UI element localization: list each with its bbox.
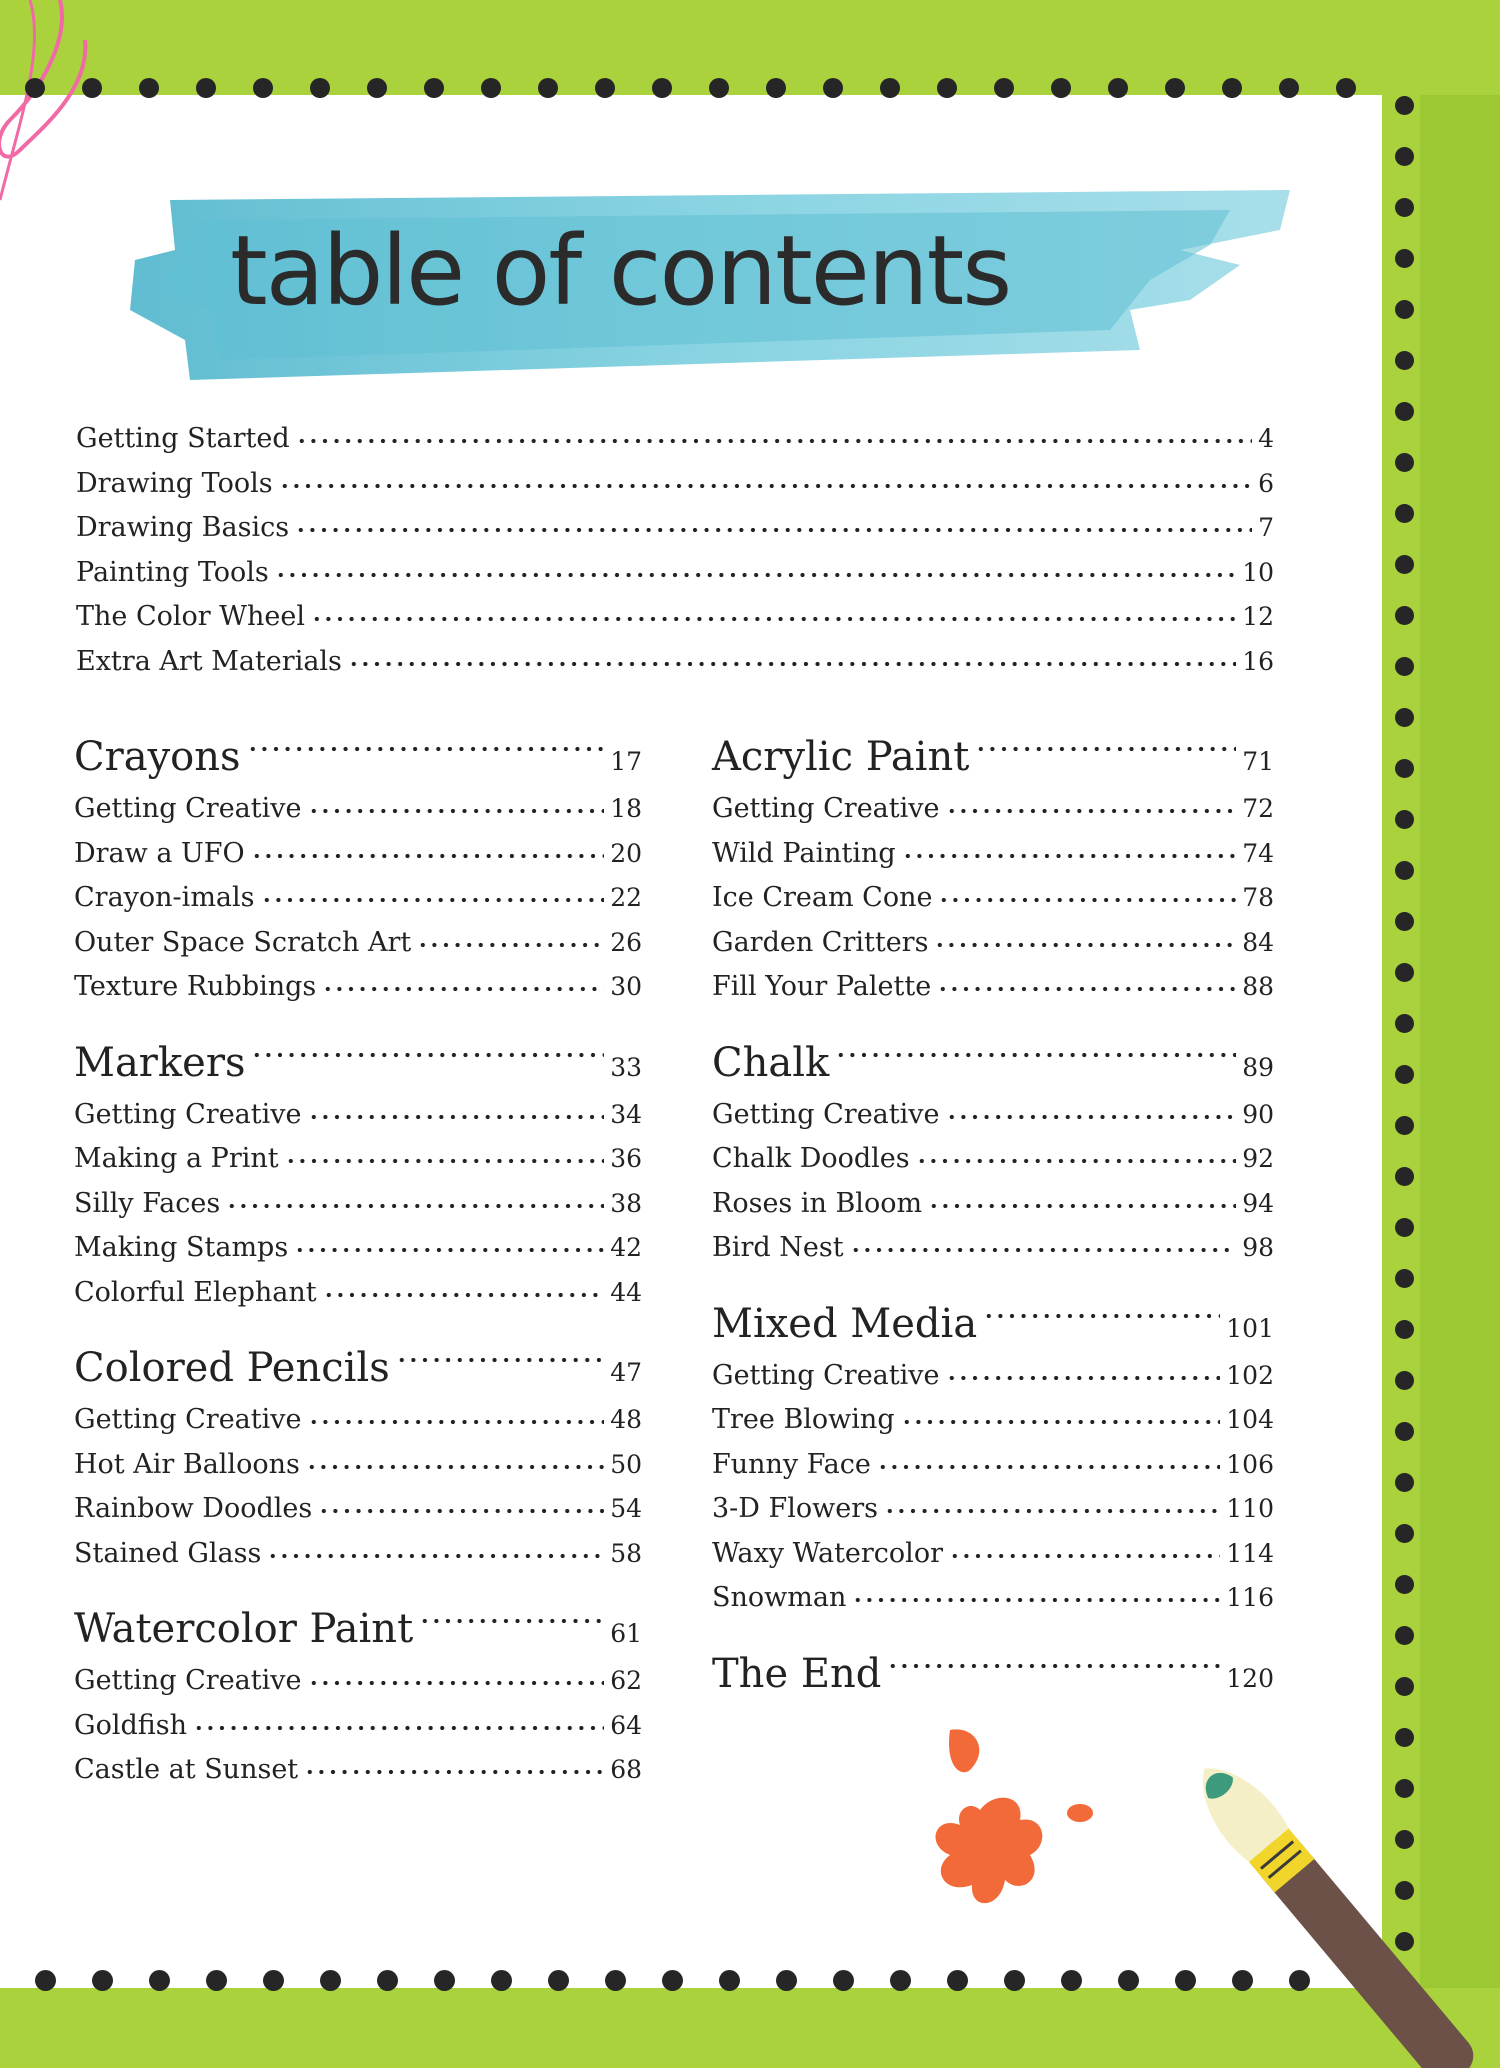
- dot-leader: [193, 1709, 604, 1736]
- dot-leader: [902, 837, 1237, 864]
- section-heading: Acrylic Paint: [712, 734, 970, 780]
- page-number: 4: [1258, 424, 1274, 453]
- border-dot: [253, 78, 273, 98]
- entry-label: Getting Creative: [74, 1098, 302, 1130]
- page-number: 92: [1242, 1144, 1274, 1173]
- border-dot: [1395, 351, 1414, 370]
- border-dot: [1395, 708, 1414, 727]
- entry-label: Outer Space Scratch Art: [74, 926, 412, 958]
- border-dot: [538, 78, 558, 98]
- border-dot: [1395, 249, 1414, 268]
- toc-entry: [76, 643, 1274, 688]
- border-dot: [1061, 1970, 1082, 1991]
- page-number: 54: [610, 1494, 642, 1523]
- section-heading: Mixed Media: [712, 1300, 978, 1347]
- border-dot: [1395, 453, 1414, 472]
- border-dot: [1395, 1524, 1414, 1543]
- toc-section-heading: [712, 1036, 1274, 1096]
- border-dot: [880, 78, 900, 98]
- section-heading: Colored Pencils: [74, 1345, 390, 1391]
- entry-label: Getting Creative: [712, 1098, 940, 1130]
- border-dot: [82, 78, 102, 98]
- border-dot: [367, 78, 387, 98]
- dot-leader: [850, 1231, 1237, 1258]
- dot-leader: [279, 467, 1253, 494]
- dot-leader: [308, 1664, 605, 1691]
- page-title: table of contents: [230, 215, 1011, 327]
- paint-splat-icon: [900, 1720, 1100, 1920]
- dot-leader: [304, 1753, 604, 1780]
- border-dot: [766, 78, 786, 98]
- toc-section: [74, 1036, 642, 1319]
- toc-section: [712, 1647, 1274, 1707]
- page-number: 98: [1242, 1233, 1274, 1262]
- entry-label: Getting Creative: [74, 1404, 302, 1435]
- toc-entry: [712, 968, 1274, 1013]
- toc-entry: [76, 598, 1274, 643]
- border-dot: [1395, 1065, 1414, 1084]
- dot-leader: [928, 1187, 1236, 1214]
- border-dot: [1118, 1970, 1139, 1991]
- border-dot: [823, 78, 843, 98]
- page-number: 74: [1242, 838, 1274, 868]
- border-dot: [1395, 912, 1414, 931]
- page-number: 106: [1226, 1449, 1274, 1479]
- border-dot: [1222, 78, 1242, 98]
- border-dot: [1395, 861, 1414, 880]
- toc-entry: [712, 1446, 1274, 1491]
- border-dot: [1395, 504, 1414, 523]
- border-dot: [139, 78, 159, 98]
- page-number: 33: [610, 1052, 642, 1082]
- border-dot: [1395, 759, 1414, 778]
- entry-label: Draw a UFO: [74, 837, 245, 869]
- border-dot: [1051, 78, 1071, 98]
- border-dot: [890, 1970, 911, 1991]
- border-dot: [1395, 1422, 1414, 1441]
- dot-leader: [251, 837, 605, 864]
- border-dot: [377, 1970, 398, 1991]
- page-number: 114: [1226, 1538, 1274, 1568]
- page-number: 62: [610, 1666, 642, 1695]
- page-number: 48: [610, 1405, 642, 1434]
- entry-label: Drawing Tools: [76, 467, 273, 499]
- toc-entry: [74, 1401, 642, 1446]
- border-dot: [719, 1970, 740, 1991]
- toc-section-heading: [74, 1036, 642, 1096]
- entry-label: Bird Nest: [712, 1232, 844, 1263]
- toc-entry: [712, 835, 1274, 880]
- border-dot: [206, 1970, 227, 1991]
- toc-entry: [712, 924, 1274, 969]
- toc-entry: [712, 1185, 1274, 1230]
- dot-leader: [884, 1492, 1220, 1519]
- page-number: 26: [610, 927, 642, 957]
- page-number: 34: [610, 1099, 642, 1129]
- page-number: 58: [610, 1538, 642, 1568]
- border-dot: [1395, 1473, 1414, 1492]
- border-dot: [605, 1970, 626, 1991]
- entry-label: Colorful Elephant: [74, 1276, 317, 1308]
- dot-leader: [296, 422, 1252, 449]
- dot-leader: [308, 1403, 605, 1430]
- dot-leader: [983, 1297, 1220, 1337]
- entry-label: Painting Tools: [76, 556, 269, 588]
- toc-entry: [74, 1274, 642, 1319]
- entry-label: The Color Wheel: [76, 601, 305, 632]
- toc-entry: [76, 509, 1274, 554]
- border-dot: [652, 78, 672, 98]
- entry-label: Making a Print: [74, 1143, 279, 1174]
- page-number: 17: [610, 747, 642, 776]
- toc-entry: [74, 1229, 642, 1274]
- dot-leader: [308, 792, 605, 819]
- dot-leader: [348, 645, 1236, 672]
- entry-label: Making Stamps: [74, 1232, 289, 1263]
- border-dot: [25, 78, 45, 98]
- toc-section: [74, 1341, 642, 1579]
- dot-leader: [946, 1359, 1221, 1386]
- page-number: 72: [1242, 794, 1274, 823]
- toc-section: [74, 730, 642, 1013]
- toc-entry: [76, 554, 1274, 599]
- border-dot: [424, 78, 444, 98]
- dot-leader: [261, 881, 605, 908]
- border-dot: [548, 1970, 569, 1991]
- dot-leader: [396, 1341, 604, 1381]
- entry-label: Castle at Sunset: [74, 1754, 299, 1785]
- toc-section-heading: [74, 1602, 642, 1662]
- entry-label: Hot Air Balloons: [74, 1448, 300, 1480]
- entry-label: Crayon-imals: [74, 882, 255, 913]
- page-number: 78: [1242, 883, 1274, 912]
- toc-entry: [712, 1579, 1274, 1624]
- toc-entry: [712, 1096, 1274, 1141]
- toc-entry: [712, 1535, 1274, 1580]
- border-dot: [92, 1970, 113, 1991]
- section-heading: Crayons: [74, 734, 241, 780]
- border-dot: [491, 1970, 512, 1991]
- page-number: 30: [610, 972, 642, 1001]
- page-number: 71: [1242, 747, 1274, 776]
- toc-entry: [74, 1096, 642, 1141]
- border-dot: [1395, 96, 1414, 115]
- toc-entry: [712, 1401, 1274, 1446]
- page-number: 22: [610, 883, 642, 912]
- page-number: 38: [610, 1188, 642, 1218]
- border-dot: [1395, 1167, 1414, 1186]
- border-dot: [1395, 1014, 1414, 1033]
- dot-leader: [294, 1231, 604, 1258]
- left-column: [74, 730, 642, 1819]
- toc-entry: [712, 790, 1274, 835]
- page-number: 12: [1242, 602, 1274, 631]
- dot-leader: [295, 511, 1252, 538]
- page-number: 68: [610, 1755, 642, 1784]
- toc-entry: [74, 1535, 642, 1580]
- entry-label: Getting Creative: [712, 1359, 940, 1391]
- border-dot: [263, 1970, 284, 1991]
- page-number: 50: [610, 1449, 642, 1479]
- right-column: [712, 730, 1274, 1730]
- page-number: 64: [610, 1710, 642, 1740]
- border-dot: [1395, 606, 1414, 625]
- page-number: 88: [1242, 972, 1274, 1001]
- page-number: 102: [1226, 1360, 1274, 1390]
- border-dot: [1395, 555, 1414, 574]
- entry-label: Goldfish: [74, 1709, 187, 1741]
- border-dot: [1395, 1269, 1414, 1288]
- border-dot: [1395, 1371, 1414, 1390]
- dot-leader: [916, 1142, 1237, 1169]
- entry-label: Drawing Basics: [76, 512, 290, 543]
- border-dot: [310, 78, 330, 98]
- border-dot: [196, 78, 216, 98]
- dot-leader: [835, 1036, 1236, 1076]
- border-dot: [320, 1970, 341, 1991]
- dot-leader: [318, 1492, 604, 1519]
- border-dot: [1395, 300, 1414, 319]
- border-dot: [776, 1970, 797, 1991]
- section-heading: Markers: [74, 1039, 246, 1086]
- border-dot: [1165, 78, 1185, 98]
- page-number: 10: [1242, 557, 1274, 587]
- toc-entry: [74, 924, 642, 969]
- toc-section: [712, 1036, 1274, 1274]
- toc-entry: [74, 1446, 642, 1491]
- page-number: 16: [1242, 646, 1274, 676]
- toc-section-heading: [74, 1341, 642, 1401]
- dot-leader: [251, 1036, 604, 1076]
- border-dot: [1004, 1970, 1025, 1991]
- border-dot: [149, 1970, 170, 1991]
- entry-label: Getting Creative: [74, 1665, 302, 1696]
- toc-entry: [74, 968, 642, 1013]
- dot-leader: [323, 1276, 605, 1303]
- dot-leader: [934, 926, 1236, 953]
- section-heading: Chalk: [712, 1039, 830, 1086]
- dot-leader: [877, 1448, 1220, 1475]
- dot-leader: [419, 1602, 604, 1642]
- toc-entry: [712, 1229, 1274, 1274]
- border-dot: [1279, 78, 1299, 98]
- border-dot: [1395, 1677, 1414, 1696]
- toc-entry: [76, 420, 1274, 465]
- dot-leader: [887, 1647, 1220, 1687]
- toc-entry: [74, 879, 642, 924]
- toc-entry: [712, 1490, 1274, 1535]
- toc-section-heading: [712, 730, 1274, 790]
- border-dot: [833, 1970, 854, 1991]
- dot-leader: [308, 1098, 605, 1125]
- toc-section-heading: [74, 730, 642, 790]
- toc-entry: [74, 1751, 642, 1796]
- toc-entry: [74, 1707, 642, 1752]
- page-number: 116: [1226, 1583, 1274, 1612]
- dot-leader: [226, 1187, 604, 1214]
- toc-entry: [74, 1185, 642, 1230]
- dot-leader: [267, 1537, 604, 1564]
- page-number: 7: [1258, 513, 1274, 542]
- toc-section: [74, 1602, 642, 1796]
- page-number: 44: [610, 1277, 642, 1307]
- dot-leader: [311, 600, 1236, 627]
- border-dot: [1395, 810, 1414, 829]
- dot-leader: [946, 792, 1237, 819]
- entry-label: Silly Faces: [74, 1187, 221, 1219]
- border-dot: [1395, 1116, 1414, 1135]
- entry-label: 3-D Flowers: [712, 1493, 879, 1524]
- border-dot: [662, 1970, 683, 1991]
- page-number: 20: [610, 838, 642, 868]
- entry-label: Chalk Doodles: [712, 1143, 910, 1174]
- border-dot: [1395, 963, 1414, 982]
- toc-entry: [712, 879, 1274, 924]
- dot-leader: [949, 1537, 1220, 1564]
- page-number: 101: [1226, 1313, 1274, 1343]
- border-dot: [1395, 1320, 1414, 1339]
- dot-leader: [247, 730, 605, 770]
- dot-leader: [901, 1403, 1221, 1430]
- intro-list: [76, 420, 1274, 687]
- dot-leader: [975, 730, 1236, 770]
- toc-entry: [74, 1490, 642, 1535]
- entry-label: Roses in Bloom: [712, 1187, 923, 1219]
- toc-section-heading: [712, 1647, 1274, 1707]
- toc-entry: [712, 1357, 1274, 1402]
- page-number: 90: [1242, 1099, 1274, 1129]
- toc-section-heading: [712, 1297, 1274, 1357]
- border-dot: [937, 78, 957, 98]
- section-heading: The End: [712, 1650, 882, 1697]
- paintbrush-icon: [1140, 1730, 1500, 2068]
- border-dot: [481, 78, 501, 98]
- entry-label: Getting Creative: [74, 793, 302, 824]
- page-number: 36: [610, 1144, 642, 1173]
- entry-label: Funny Face: [712, 1448, 871, 1480]
- page-number: 94: [1242, 1188, 1274, 1218]
- border-dot: [1395, 657, 1414, 676]
- entry-label: Snowman: [712, 1582, 847, 1613]
- page-number: 47: [610, 1358, 642, 1387]
- dot-leader: [938, 881, 1236, 908]
- toc-section: [712, 1297, 1274, 1624]
- border-dot: [709, 78, 729, 98]
- border-dot: [1395, 198, 1414, 217]
- entry-label: Stained Glass: [74, 1537, 262, 1569]
- entry-label: Ice Cream Cone: [712, 882, 933, 913]
- page-number: 110: [1226, 1494, 1274, 1523]
- entry-label: Wild Painting: [712, 837, 896, 869]
- page-number: 18: [610, 794, 642, 823]
- entry-label: Rainbow Doodles: [74, 1493, 313, 1524]
- entry-label: Getting Creative: [712, 793, 940, 824]
- section-heading: Watercolor Paint: [74, 1606, 414, 1652]
- dot-leader: [322, 970, 604, 997]
- border-dot: [1395, 1626, 1414, 1645]
- toc-entry: [76, 465, 1274, 510]
- dot-leader: [417, 926, 604, 953]
- page-number: 120: [1226, 1663, 1274, 1693]
- dot-leader: [937, 970, 1236, 997]
- dot-leader: [285, 1142, 605, 1169]
- toc-entry: [74, 790, 642, 835]
- dot-leader: [275, 556, 1236, 583]
- page-number: 89: [1242, 1052, 1274, 1082]
- border-dot: [595, 78, 615, 98]
- border-dot: [1395, 147, 1414, 166]
- toc-entry: [74, 1662, 642, 1707]
- border-dot: [1395, 402, 1414, 421]
- border-dot: [35, 1970, 56, 1991]
- page-number: 84: [1242, 927, 1274, 957]
- border-dot: [994, 78, 1014, 98]
- entry-label: Fill Your Palette: [712, 971, 932, 1002]
- toc-entry: [74, 835, 642, 880]
- border-dot: [1336, 78, 1356, 98]
- entry-label: Extra Art Materials: [76, 645, 342, 677]
- entry-label: Waxy Watercolor: [712, 1537, 943, 1569]
- toc-entry: [712, 1140, 1274, 1185]
- entry-label: Getting Started: [76, 423, 290, 454]
- page-number: 104: [1226, 1405, 1274, 1434]
- page-number: 61: [610, 1619, 642, 1648]
- entry-label: Garden Critters: [712, 926, 929, 958]
- entry-label: Texture Rubbings: [74, 971, 317, 1002]
- border-dot: [1108, 78, 1128, 98]
- border-dot: [1395, 1218, 1414, 1237]
- border-dot: [434, 1970, 455, 1991]
- dot-leader: [306, 1448, 604, 1475]
- entry-label: Tree Blowing: [712, 1404, 895, 1435]
- toc-entry: [74, 1140, 642, 1185]
- border-dot: [947, 1970, 968, 1991]
- toc-section: [712, 730, 1274, 1013]
- border-dot: [1395, 1575, 1414, 1594]
- dot-leader: [852, 1581, 1220, 1608]
- dot-leader: [946, 1098, 1237, 1125]
- page-number: 42: [610, 1233, 642, 1262]
- page-number: 6: [1258, 468, 1274, 498]
